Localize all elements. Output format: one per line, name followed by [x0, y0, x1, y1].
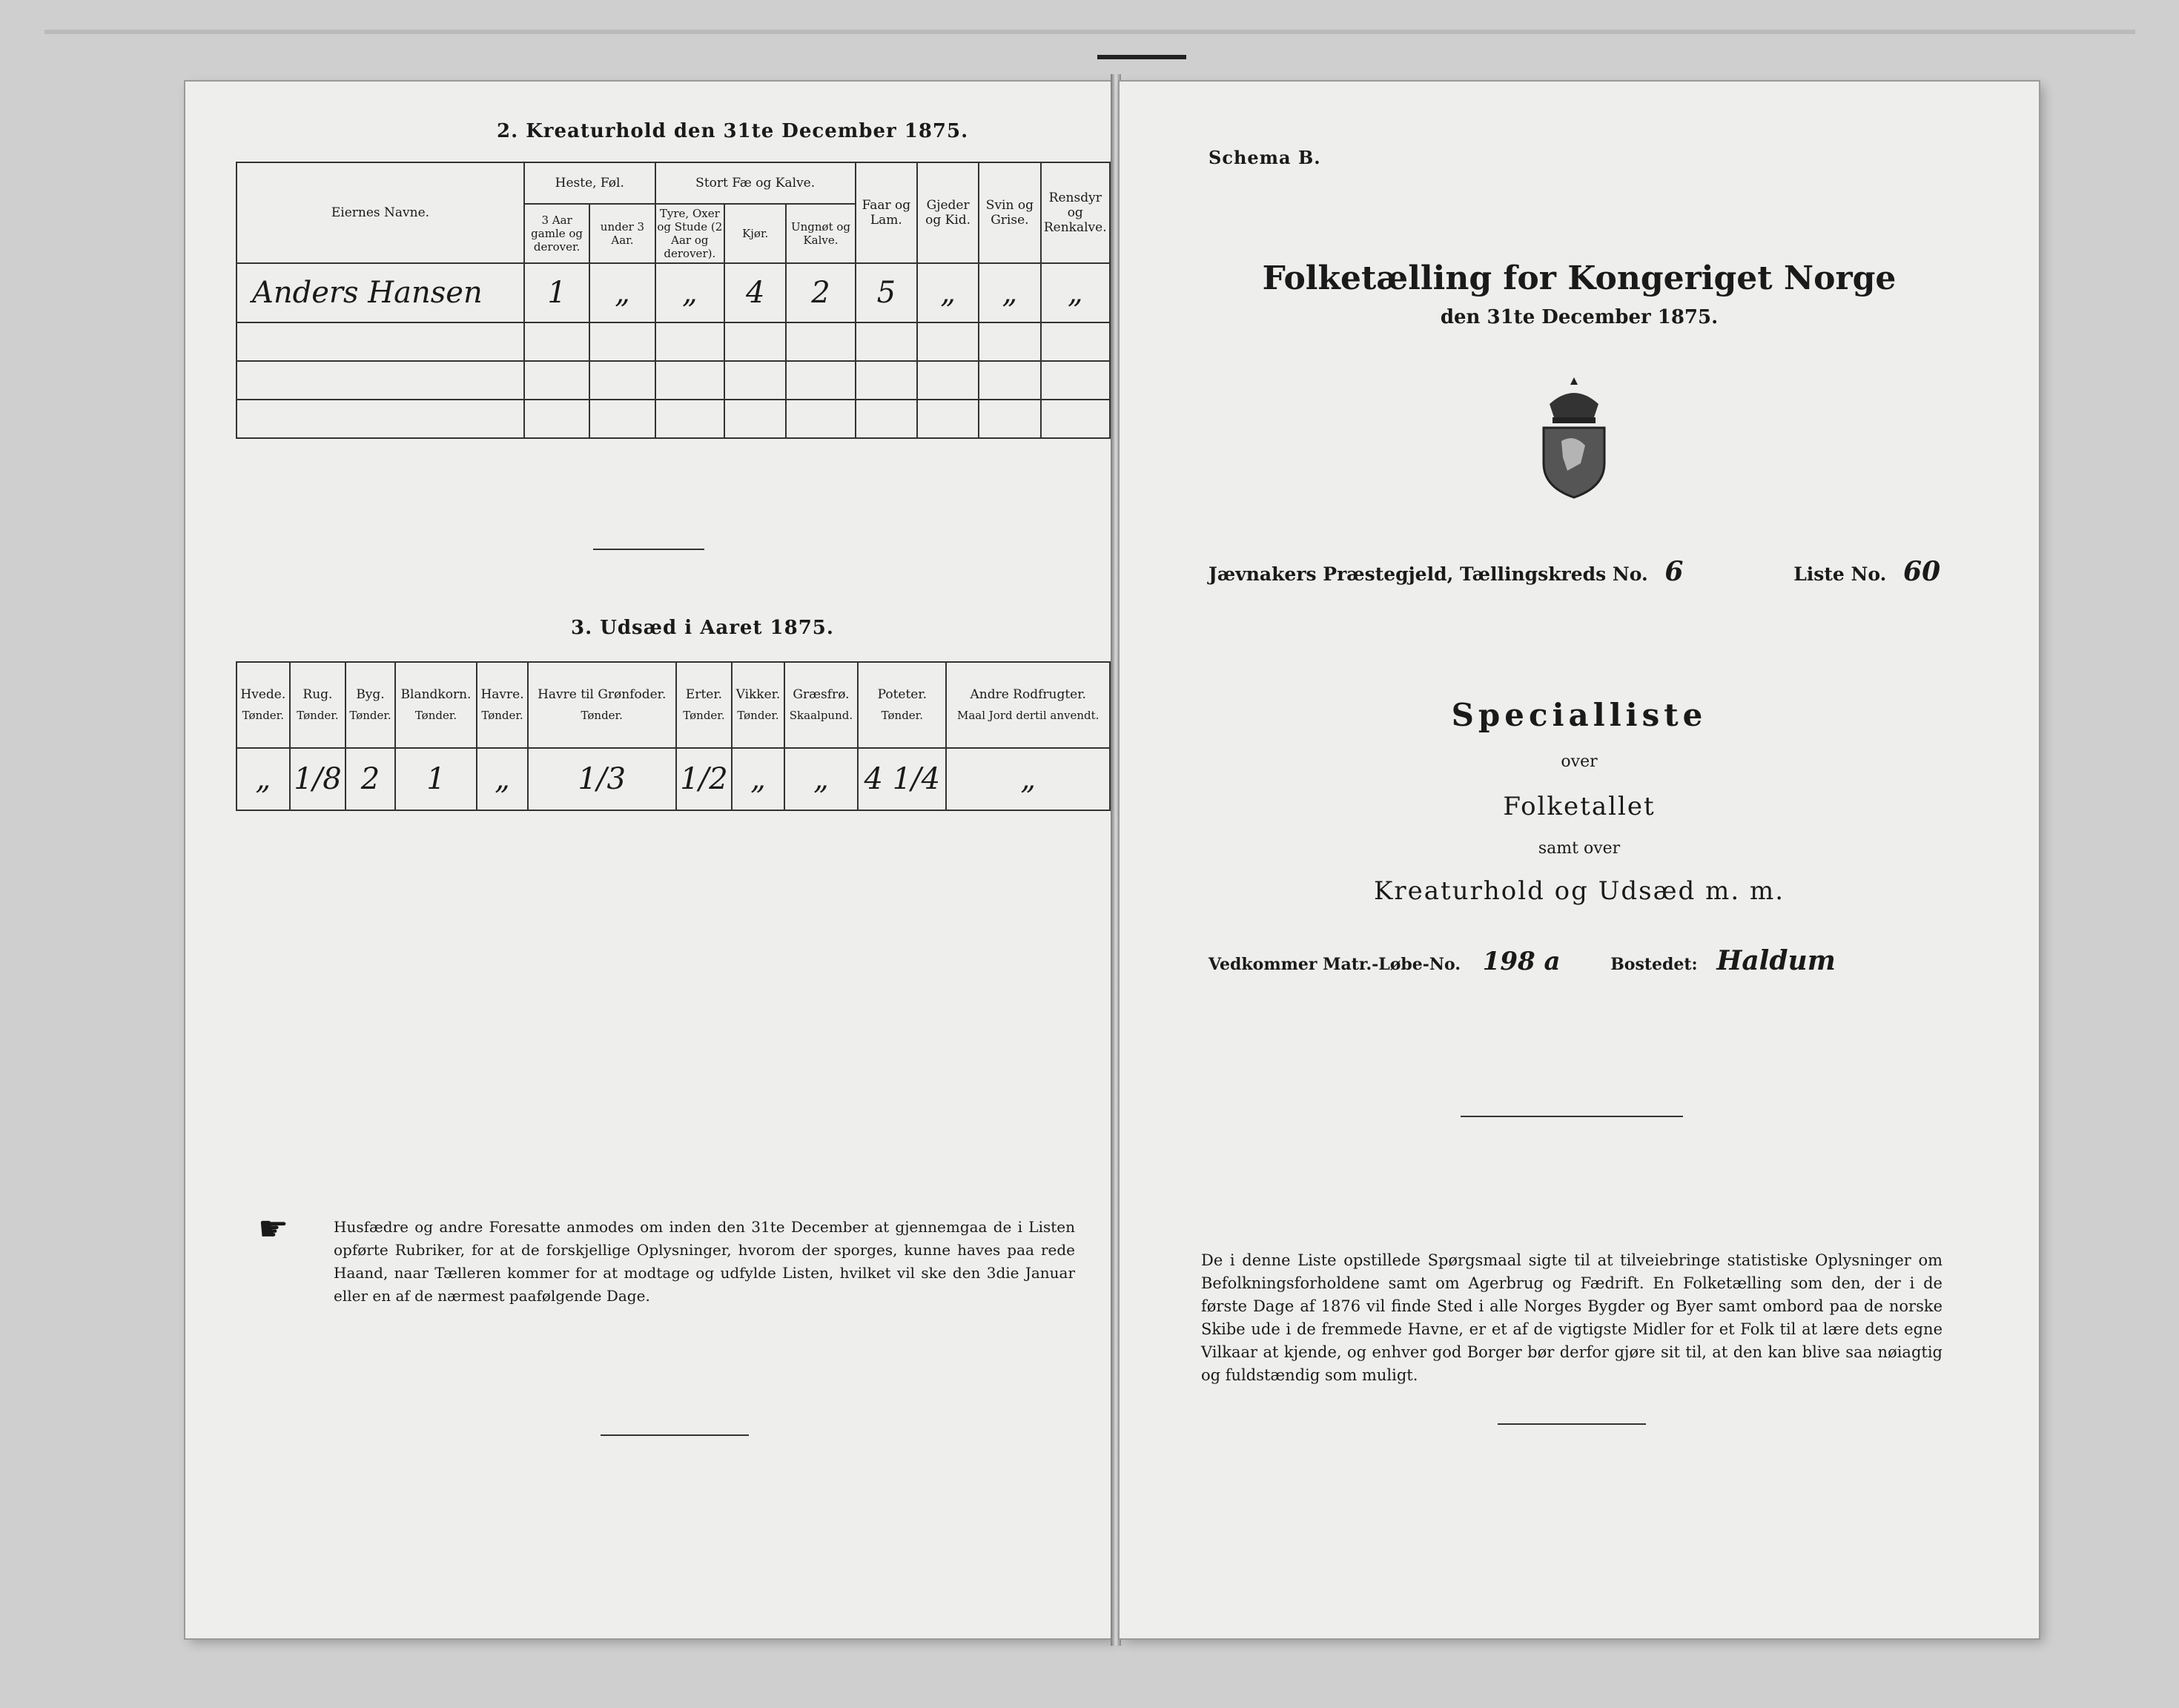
seed-col-title: Hvede. [240, 687, 286, 702]
col-heste-group: Heste, Føl. [524, 162, 655, 204]
seed-col-9 [858, 662, 946, 748]
divider [1461, 1116, 1683, 1117]
col-heste-sub2: under 3 Aar. [589, 204, 655, 263]
col-stort-sub1: Tyre, Oxer og Stude (2 Aar og derover). [655, 204, 724, 263]
seed-col-10 [946, 662, 1110, 748]
district-line [1208, 556, 1940, 587]
scan-mark [1097, 55, 1186, 59]
table-row [237, 361, 1110, 400]
bottom-paragraph: De i denne Liste opstillede Spørgsmaal sigte til at tilveiebringe statistiske Oplysninger om Befolkningsforholdene samt om Agerbrug og Fædrift. En Folketælling som den, der i de første Dage af 1876 vil finde Sted i alle Norges Bygder og Byer samt ombord paa de norske Skibe ude i de fremmede Havne, er et af de vigtigste Midler for et Folk til at lære dets egne Vilkaar at kjende, og enhver god Borger bør derfor gjøre sit til, at den kan blive saa nøiagtig og fuldstændig som muligt. [1201, 1251, 1942, 1384]
col-gjeder: Gjeder og Kid. [917, 162, 979, 263]
cell-tyre: „ [655, 263, 724, 322]
norway-coat-of-arms-icon [1533, 374, 1615, 500]
scan-edge-top [44, 30, 2135, 34]
seed-col-6 [676, 662, 733, 748]
pointing-hand-icon: ☛ [258, 1208, 289, 1248]
seed-col-title: Havre til Grønfoder. [538, 687, 667, 702]
cell-ungnot: 2 [786, 263, 855, 322]
table-row [237, 748, 1110, 810]
col-rensdyr: Rensdyr og Renkalve. [1041, 162, 1110, 263]
seed-col-4 [477, 662, 528, 748]
cell-rensdyr: „ [1041, 263, 1110, 322]
col-heste-sub1: 3 Aar gamle og derover. [524, 204, 589, 263]
seed-col-title: Andre Rodfrugter. [970, 687, 1086, 702]
seed-col-8 [784, 662, 859, 748]
seed-col-unit: Tønder. [481, 709, 523, 722]
seed-value-4: „ [477, 748, 528, 810]
seed-value-0: „ [237, 748, 290, 810]
col-owner-name: Eiernes Navne. [237, 162, 524, 263]
schema-label: Schema B. [1208, 147, 1321, 168]
seed-col-unit: Skaalpund. [789, 709, 853, 722]
main-title: Folketælling for Kongeriget Norge [1262, 259, 1897, 297]
col-stort-sub2: Kjør. [724, 204, 786, 263]
table-row [237, 263, 1110, 322]
seed-col-title: Græsfrø. [793, 687, 850, 702]
matr-label: Vedkommer Matr.-Løbe-No. [1208, 955, 1461, 974]
over-text-1: over [1561, 752, 1598, 771]
seed-col-7 [732, 662, 784, 748]
cell-kjor: 4 [724, 263, 786, 322]
seed-col-unit: Maal Jord dertil anvendt. [956, 709, 1100, 722]
seed-col-unit: Tønder. [297, 709, 339, 722]
left-page [185, 82, 1112, 1638]
col-stort-group: Stort Fæ og Kalve. [655, 162, 856, 204]
seed-value-10: „ [946, 748, 1110, 810]
seed-col-title: Poteter. [877, 687, 928, 702]
liste-label: Liste No. [1793, 563, 1887, 585]
seed-col-title: Byg. [356, 687, 385, 702]
seed-col-5 [528, 662, 676, 748]
seed-col-unit: Tønder. [683, 709, 725, 722]
seed-col-title: Havre. [480, 687, 524, 702]
section3-title: 3. Udsæd i Aaret 1875. [571, 617, 834, 639]
kreaturhold-text: Kreaturhold og Udsæd m. m. [1373, 876, 1785, 906]
cell-svin: „ [979, 263, 1040, 322]
bosted-label: Bostedet: [1610, 955, 1698, 974]
notice-text: Husfædre og andre Foresatte anmodes om inden den 31te December at gjennemgaa de i Listen opførte Rubriker, for at de forskjellige Oplysninger, hvorom der sporges, kunne haves paa rede Haand, naar Tælleren kommer for at modtage og udfylde Listen, hvilket vil ske den 3die Januar eller en af de nærmest paafølgende Dage. [334, 1218, 1075, 1305]
samt-over-text: samt over [1538, 839, 1621, 858]
seed-col-2 [345, 662, 394, 748]
seed-col-1 [290, 662, 346, 748]
livestock-table [236, 162, 1111, 439]
seed-col-unit: Tønder. [737, 709, 779, 722]
seed-col-unit: Tønder. [242, 709, 284, 722]
col-faar: Faar og Lam. [856, 162, 917, 263]
district-no: 6 [1664, 556, 1684, 587]
seed-col-unit: Tønder. [414, 709, 457, 722]
seed-value-8: „ [784, 748, 859, 810]
matr-line [1208, 945, 1836, 976]
seed-value-6: 1/2 [676, 748, 733, 810]
section2-title: 2. Kreaturhold den 31te December 1875. [497, 120, 969, 142]
seed-col-title: Rug. [302, 687, 333, 702]
seed-col-0 [237, 662, 290, 748]
col-svin: Svin og Grise. [979, 162, 1040, 263]
seed-col-unit: Tønder. [581, 709, 623, 722]
seed-col-title: Vikker. [735, 687, 781, 702]
seed-col-title: Erter. [685, 687, 722, 702]
seed-value-1: 1/8 [290, 748, 346, 810]
seed-col-title: Blandkorn. [400, 687, 472, 702]
seed-col-3 [395, 662, 477, 748]
cell-gjeder: „ [917, 263, 979, 322]
table-row [237, 322, 1110, 361]
district-prefix: Jævnakers Præstegjeld, Tællingskreds No. [1208, 563, 1648, 585]
cell-heste1: 1 [524, 263, 589, 322]
cell-heste2: „ [589, 263, 655, 322]
seed-value-9: 4 1/4 [858, 748, 946, 810]
subtitle: den 31te December 1875. [1440, 306, 1719, 328]
seed-value-7: „ [732, 748, 784, 810]
col-stort-sub3: Ungnøt og Kalve. [786, 204, 855, 263]
right-page [1120, 82, 2039, 1638]
seed-col-unit: Tønder. [881, 709, 923, 722]
seed-value-5: 1/3 [528, 748, 676, 810]
matr-no: 198 a [1482, 947, 1561, 976]
table-row [237, 400, 1110, 438]
seed-value-2: 2 [345, 748, 394, 810]
seed-col-unit: Tønder. [349, 709, 391, 722]
folketallet-text: Folketallet [1503, 792, 1656, 821]
seed-value-3: 1 [395, 748, 477, 810]
seed-table [236, 661, 1111, 811]
liste-no: 60 [1903, 556, 1941, 587]
divider [601, 1434, 749, 1436]
bosted-value: Haldum [1716, 945, 1836, 976]
divider [1498, 1423, 1646, 1425]
specialliste-title: Specialliste [1451, 697, 1707, 733]
cell-faar: 5 [856, 263, 917, 322]
owner-name: Anders Hansen [237, 263, 524, 322]
divider [593, 549, 704, 550]
